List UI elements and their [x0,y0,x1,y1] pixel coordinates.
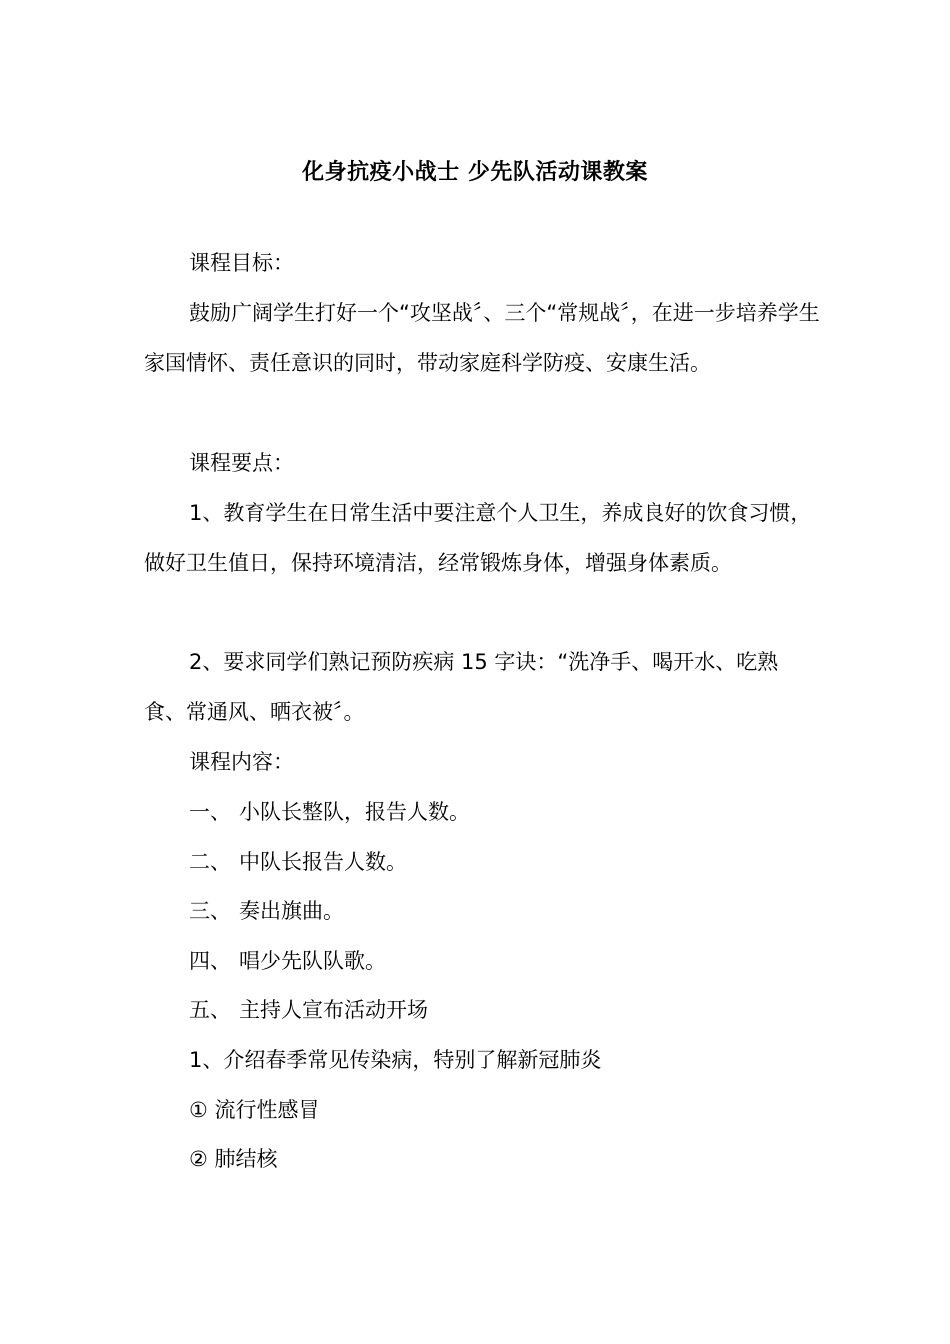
content-heading: 课程内容： [189,750,294,774]
step-number: 五、 [189,998,231,1022]
list-item-flu: ① 流行性感冒 [189,1098,320,1122]
step-text: 小队长整队，报告人数。 [239,800,470,824]
step-1 [189,787,470,837]
step-2 [189,837,407,887]
step-text: 主持人宣布活动开场 [239,998,428,1022]
step-text: 中队长报告人数。 [239,850,407,874]
document-title: 化身抗疫小战士 少先队活动课教案 [302,160,648,185]
list-item-tuberculosis: ② 肺结核 [189,1147,278,1171]
step-5 [189,985,428,1035]
step-number: 四、 [189,949,231,973]
point-2-paragraph: 2、要求同学们熟记预防疾病 15 字诀：“洗净手、喝开水、吃熟食、常通风、晒衣被〞。 [144,650,779,724]
goal-paragraph: 鼓励广阔学生打好一个“攻坚战〞、三个“常规战〞，在进一步培养学生家国情怀、责任意识的同时，带动家庭科学防疫、安康生活。 [144,301,820,375]
step-4 [189,936,386,986]
step-number: 三、 [189,899,231,923]
step-text: 唱少先队队歌。 [239,949,386,973]
step-text: 奏出旗曲。 [239,899,344,923]
goal-heading: 课程目标： [189,251,294,275]
step-3 [189,886,344,936]
point-1-paragraph: 1、教育学生在日常生活中要注意个人卫生，养成良好的饮食习惯，做好卫生值日，保持环境清洁，经常锻炼身体，增强身体素质。 [144,501,812,575]
points-heading: 课程要点： [189,451,294,475]
step-number: 二、 [189,850,231,874]
sub-item-1: 1、介绍春季常见传染病，特别了解新冠肺炎 [189,1048,602,1072]
step-number: 一、 [189,800,231,824]
